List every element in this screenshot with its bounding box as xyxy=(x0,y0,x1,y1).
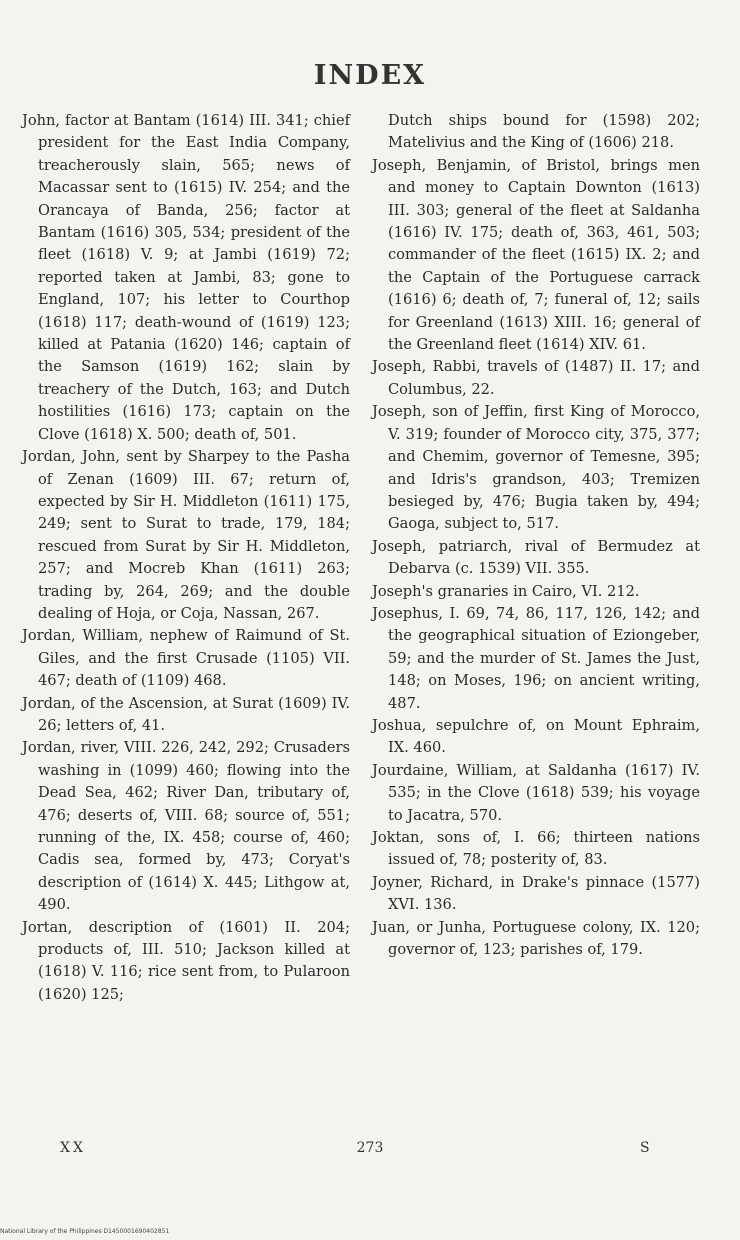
index-entry: Joseph, son of Jeffin, first King of Morocco, V. 319; founder of Morocco city, 375, 377; and Chemim, governor of Temesne, 395; and Idris's grandson, 403; Tremizen besieged by, 476; Bugia taken by, 494; Gaoga, subject to, 517. xyxy=(372,403,700,533)
signature-mark-right: S xyxy=(640,1140,650,1156)
index-entry: Joseph, patriarch, rival of Bermudez at Debarva (c. 1539) VII. 355. xyxy=(372,537,700,578)
page-number: 273 xyxy=(356,1140,384,1156)
right-column xyxy=(372,110,700,961)
index-entry: Jordan, John, sent by Sharpey to the Pasha of Zenan (1609) III. 67; return of, expected by Sir H. Middleton (1611) 175, 249; sent to Surat to trade, 179, 184; rescued from Surat by Sir H. Middleton, 257; and Mocreb Khan (1611) 263; trading by, 264, 269; and the double dealing of Hoja, or Coja, Nassan, 267. xyxy=(22,448,350,622)
index-entry: Joktan, sons of, I. 66; thirteen nations issued of, 78; posterity of, 83. xyxy=(372,829,700,869)
index-entry: Jortan, description of (1601) II. 204; products of, III. 510; Jackson killed at (1618) V. 116; rice sent from, to Pularoon (1620) 125; xyxy=(22,918,350,1003)
index-entry: Jordan, William, nephew of Raimund of St. Giles, and the first Crusade (1105) VII. 467; death of (1109) 468. xyxy=(22,627,350,690)
signature-mark-left: XX xyxy=(60,1140,86,1156)
index-entry: Joseph, Rabbi, travels of (1487) II. 17; and Columbus, 22. xyxy=(372,358,700,398)
library-credit: National Library of the Philippines D1450001690402851 xyxy=(0,1228,170,1235)
left-column xyxy=(22,110,350,1006)
index-entry-continued: Dutch ships bound for (1598) 202; Matelivius and the King of (1606) 218. xyxy=(388,112,700,152)
index-entry: Jordan, of the Ascension, at Surat (1609) IV. 26; letters of, 41. xyxy=(22,694,350,734)
index-entry: Joseph, Benjamin, of Bristol, brings men and money to Captain Downton (1613) III. 303; general of the fleet at Saldanha (1616) IV. 175; death of, 363, 461, 503; commander of the fleet (1615) IX. 2; and the Captain of the Portuguese carrack (1616) 6; death of, 7; funeral of, 12; sails for Greenland (1613) XIII. 16; general of the Greenland fleet (1614) XIV. 61. xyxy=(372,156,700,354)
index-entry: Jourdaine, William, at Saldanha (1617) IV. 535; in the Clove (1618) 539; his voyage to Jacatra, 570. xyxy=(372,761,700,824)
index-entry: Josephus, I. 69, 74, 86, 117, 126, 142; and the geographical situation of Eziongeber, 59; and the murder of St. James the Just, 148; on Moses, 196; on ancient writing, 487. xyxy=(372,604,700,712)
index-entry: Juan, or Junha, Portuguese colony, IX. 120; governor of, 123; parishes of, 179. xyxy=(372,918,700,959)
index-entry: Joyner, Richard, in Drake's pinnace (1577) XVI. 136. xyxy=(372,873,700,914)
index-entry: Joshua, sepulchre of, on Mount Ephraim, IX. 460. xyxy=(372,716,700,757)
index-entry: Jordan, river, VIII. 226, 242, 292; Crusaders washing in (1099) 460; flowing into the Dead Sea, 462; River Dan, tributary of, 476; deserts of, VIII. 68; source of, 551; running of the, IX. 458; course of, 460; Cadis sea, formed by, 473; Coryat's description of (1614) X. 445; Lithgow at, 490. xyxy=(22,739,350,914)
index-entry: Joseph's granaries in Cairo, VI. 212. xyxy=(372,582,640,600)
index-entry: John, factor at Bantam (1614) III. 341; chief president for the East India Company, treacherously slain, 565; news of Macassar sent to (1615) IV. 254; and the Orancaya of Banda, 256; factor at Bantam (1616) 305, 534; president of the fleet (1618) V. 9; at Jambi (1619) 72; reported taken at Jambi, 83; gone to England, 107; his letter to Courthop (1618) 117; death-wound of (1619) 123; killed at Patania (1620) 146; captain of the Samson (1619) 162; slain by treachery of the Dutch, 163; and Dutch hostilities (1616) 173; captain on the Clove (1618) X. 500; death of, 501. xyxy=(22,112,350,443)
page-title: INDEX xyxy=(313,60,427,91)
